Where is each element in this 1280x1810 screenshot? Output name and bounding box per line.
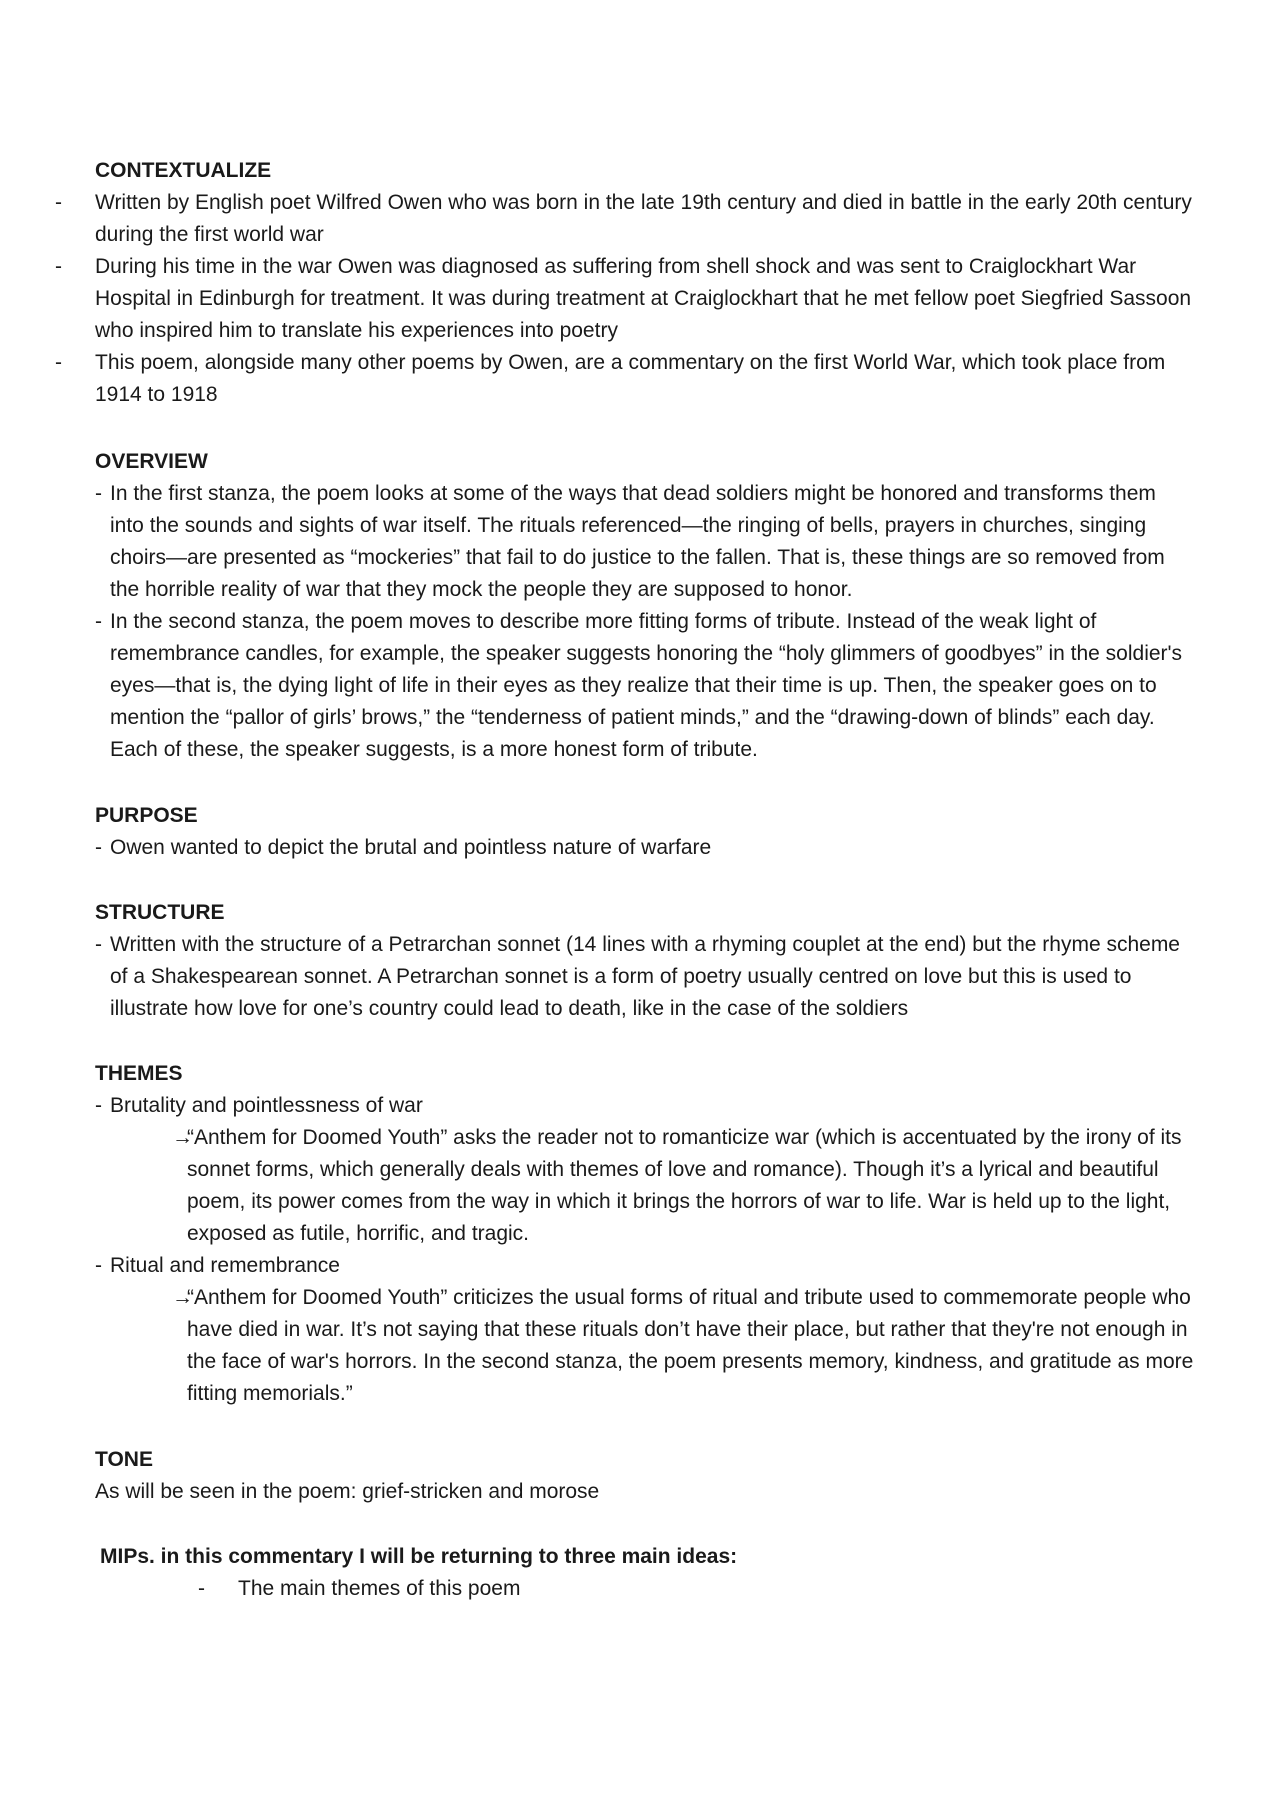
structure-item-text: Written with the structure of a Petrarchan sonnet (14 lines with a rhyming couplet at the end) but the rhyme scheme of a Shakespearean sonnet. A Petrarchan sonnet is a form of poetry usually centred on love but this is used to illustrate how love for one’s country could lead to death, like in the case of the soldiers (110, 933, 1180, 1020)
theme-title-text: Ritual and remembrance (110, 1254, 340, 1277)
right-arrow-icon: → (172, 1286, 193, 1309)
overview-section (95, 446, 1195, 766)
dash-bullet: - (95, 610, 102, 633)
overview-item (95, 478, 1195, 606)
overview-item (95, 606, 1195, 766)
themes-heading: THEMES (95, 1062, 183, 1085)
tone-section (95, 1444, 1195, 1508)
theme-detail-text: “Anthem for Doomed Youth” asks the reader not to romanticize war (which is accentuated by the irony of its sonnet forms, which generally deals with themes of love and romance). Though it’s a lyrical and beautiful poem, its power comes from the way in which it brings the horrors of war to life. War is held up to the light, exposed as futile, horrific, and tragic. (187, 1126, 1182, 1245)
overview-item-text: In the first stanza, the poem looks at some of the ways that dead soldiers might be honored and transforms them into the sounds and sights of war itself. The rituals referenced—the ringing of bells, prayers in churches, singing choirs—are presented as “mockeries” that fail to do justice to the fallen. That is, these things are so removed from the horrible reality of war that they mock the people they are supposed to honor. (110, 482, 1165, 601)
mips-item-text: The main themes of this poem (238, 1577, 521, 1600)
contextualize-item (55, 251, 1195, 347)
dash-bullet: - (95, 836, 102, 859)
contextualize-item-text: Written by English poet Wilfred Owen who was born in the late 19th century and died in battle in the early 20th century during the first world war (95, 191, 1192, 246)
tone-text: As will be seen in the poem: grief-stricken and morose (95, 1480, 600, 1503)
theme-title (95, 1250, 1195, 1282)
dash-bullet: - (95, 482, 102, 505)
mips-heading: MIPs. in this commentary I will be returning to three main ideas: (100, 1545, 738, 1568)
contextualize-item-text: During his time in the war Owen was diagnosed as suffering from shell shock and was sent to Craiglockhart War Hospital in Edinburgh for treatment. It was during treatment at Craiglockhart that he met fellow poet Siegfried Sassoon who inspired him to translate his experiences into poetry (95, 255, 1192, 342)
purpose-item (95, 832, 1195, 864)
dash-bullet: - (95, 1254, 102, 1277)
dash-bullet: - (198, 1577, 205, 1600)
dash-bullet: - (55, 191, 62, 214)
structure-heading: STRUCTURE (95, 901, 225, 924)
contextualize-heading: CONTEXTUALIZE (95, 159, 272, 182)
dash-bullet: - (55, 351, 62, 374)
dash-bullet: - (95, 933, 102, 956)
themes-section (95, 1058, 1195, 1410)
theme-detail (95, 1122, 1195, 1250)
contextualize-item-text: This poem, alongside many other poems by Owen, are a commentary on the first World War, which took place from 1914 to 1918 (95, 351, 1166, 406)
contextualize-item (55, 187, 1195, 251)
theme-detail-text: “Anthem for Doomed Youth” criticizes the usual forms of ritual and tribute used to commemorate people who have died in war. It’s not saying that these rituals don’t have their place, but rather that they're not enough in the face of war's horrors. In the second stanza, the poem presents memory, kindness, and gratitude as more fitting memorials.” (187, 1286, 1194, 1405)
purpose-item-text: Owen wanted to depict the brutal and pointless nature of warfare (110, 836, 712, 859)
structure-section (95, 897, 1195, 1025)
right-arrow-icon: → (172, 1126, 193, 1149)
dash-bullet: - (55, 255, 62, 278)
structure-item (95, 929, 1195, 1025)
dash-bullet: - (95, 1094, 102, 1117)
contextualize-section (55, 155, 1195, 411)
theme-detail (95, 1282, 1195, 1410)
contextualize-item (55, 347, 1195, 411)
overview-heading: OVERVIEW (95, 450, 208, 473)
overview-item-text: In the second stanza, the poem moves to describe more fitting forms of tribute. Instead of the weak light of remembrance candles, for example, the speaker suggests honoring the “holy glimmers of goodbyes” in the soldier's eyes—that is, the dying light of life in their eyes as they realize that their time is up. Then, the speaker goes on to mention the “pallor of girls’ brows,” the “tenderness of patient minds,” and the “drawing-down of blinds” each day. Each of these, the speaker suggests, is a more honest form of tribute. (110, 610, 1183, 761)
theme-title (95, 1090, 1195, 1122)
tone-heading: TONE (95, 1448, 153, 1471)
mips-section (100, 1541, 1200, 1605)
purpose-section (95, 800, 1195, 864)
mips-item (100, 1573, 1200, 1605)
purpose-heading: PURPOSE (95, 804, 198, 827)
theme-title-text: Brutality and pointlessness of war (110, 1094, 423, 1117)
